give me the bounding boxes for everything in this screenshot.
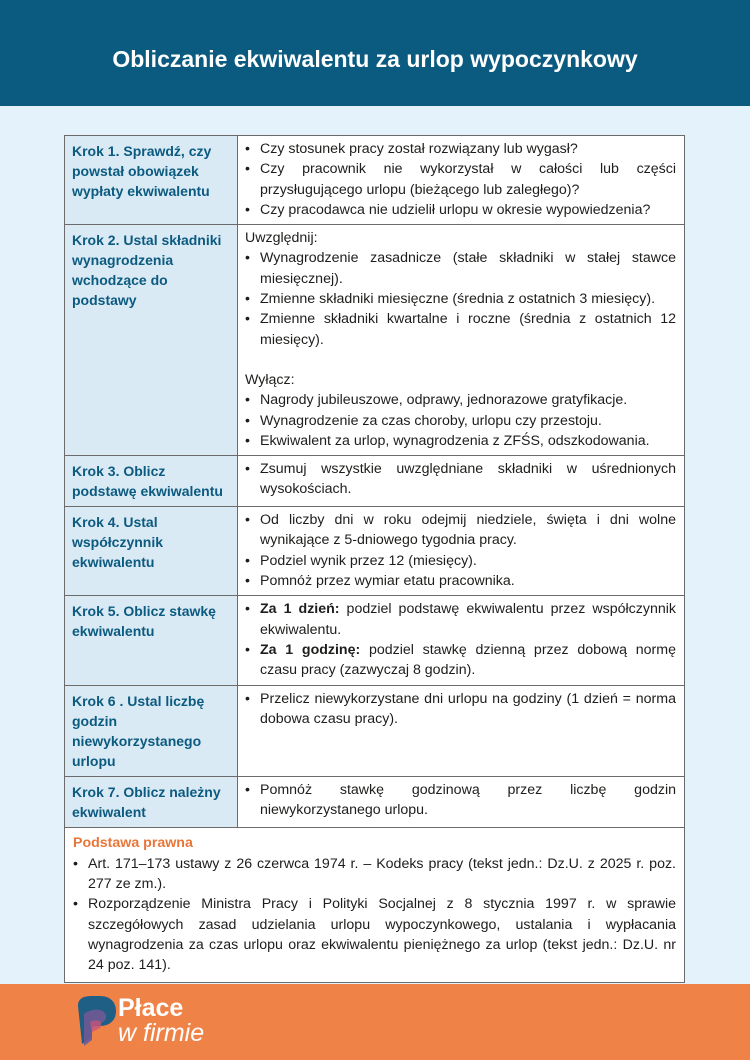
step-bullet: • Zsumuj wszystkie uwzględniane składniki w uśrednionych wysokościach. bbox=[245, 459, 676, 500]
step-label: Krok 6 . Ustal liczbę godzin niewykorzystanego urlopu bbox=[65, 685, 238, 776]
step-bullet: • Wynagrodzenie zasadnicze (stałe składniki w stałej stawce miesięcznej). bbox=[245, 248, 676, 289]
step-bullet: • Zmienne składniki miesięczne (średnia z ostatnich 3 miesięcy). bbox=[245, 289, 676, 309]
step-bullet: • Nagrody jubileuszowe, odprawy, jednorazowe gratyfikacje. bbox=[245, 390, 676, 410]
step-row bbox=[65, 776, 684, 827]
spacer bbox=[245, 350, 676, 370]
steps-table-box bbox=[64, 135, 685, 983]
logo-line1: Płace bbox=[118, 994, 184, 1022]
step-bullet-bold: Za 1 godzinę: bbox=[260, 641, 361, 658]
page-title: Obliczanie ekwiwalentu za urlop wypoczynkowy bbox=[112, 46, 638, 72]
step-content bbox=[238, 136, 685, 225]
legal-basis-item: • Art. 171–173 ustawy z 26 czerwca 1974 r. – Kodeks pracy (tekst jedn.: Dz.U. z 2025 r. poz. 277 ze zm.). bbox=[73, 854, 676, 895]
step-label: Krok 1. Sprawdź, czy powstał obowiązek wypłaty ekwiwalentu bbox=[65, 136, 238, 225]
legal-basis-title: Podstawa prawna bbox=[73, 834, 193, 851]
step-content bbox=[238, 685, 685, 776]
steps-table bbox=[65, 136, 684, 828]
step-row bbox=[65, 596, 684, 685]
step-bullet: • Pomnóż stawkę godzinową przez liczbę godzin niewykorzystanego urlopu. bbox=[245, 780, 676, 821]
legal-basis-section bbox=[65, 828, 684, 982]
step-content bbox=[238, 225, 685, 456]
step-label: Krok 2. Ustal składniki wynagrodzenia wchodzące do podstawy bbox=[65, 225, 238, 456]
page-header bbox=[0, 0, 750, 106]
step-bullet: • Przelicz niewykorzystane dni urlopu na godziny (1 dzień = norma dobowa czasu pracy). bbox=[245, 689, 676, 730]
step-bullet bbox=[245, 599, 676, 640]
step-label: Krok 3. Oblicz podstawę ekwiwalentu bbox=[65, 456, 238, 507]
step-bullet: • Ekwiwalent za urlop, wynagrodzenia z ZFŚS, odszkodowania. bbox=[245, 431, 676, 451]
step-bullet-bold: Za 1 dzień: bbox=[260, 601, 340, 618]
steps-table-body bbox=[65, 136, 684, 827]
logo-line2: w firmie bbox=[118, 1019, 205, 1047]
step-label: Krok 7. Oblicz należny ekwiwalent bbox=[65, 776, 238, 827]
step-label: Krok 4. Ustal współczynnik ekwiwalentu bbox=[65, 507, 238, 596]
step-bullet: • Czy pracownik nie wykorzystał w całości lub części przysługującego urlopu (bieżącego lub zaległego)? bbox=[245, 159, 676, 200]
step-text: Wyłącz: bbox=[245, 371, 295, 388]
step-row bbox=[65, 225, 684, 456]
step-row bbox=[65, 136, 684, 225]
step-bullet: • Zmienne składniki kwartalne i roczne (średnia z ostatnich 12 miesięcy). bbox=[245, 309, 676, 350]
step-row bbox=[65, 685, 684, 776]
step-bullet-text: podziel podstawę ekwiwalentu przez współczynnik ekwiwalentu. bbox=[260, 601, 676, 638]
step-content bbox=[238, 456, 685, 507]
step-bullet: • Od liczby dni w roku odejmij niedziele, święta i dni wolne wynikające z 5-dniowego tygodnia pracy. bbox=[245, 510, 676, 551]
step-row bbox=[65, 507, 684, 596]
step-row bbox=[65, 456, 684, 507]
step-bullet: • Podziel wynik przez 12 (miesięcy). bbox=[245, 551, 676, 571]
step-content bbox=[238, 507, 685, 596]
step-content bbox=[238, 776, 685, 827]
step-bullet: • Czy stosunek pracy został rozwiązany lub wygasł? bbox=[245, 139, 676, 159]
step-text: Uwzględnij: bbox=[245, 230, 318, 247]
step-bullet: • Pomnóż przez wymiar etatu pracownika. bbox=[245, 571, 676, 591]
legal-basis-item: • Rozporządzenie Ministra Pracy i Polityki Socjalnej z 8 stycznia 1997 r. w sprawie szczegółowych zasad udzielania urlopu wypoczynkowego, ustalania i wypłacania wynagrodzenia za czas urlopu oraz ekwiwalentu pieniężnego za urlop (tekst jedn.: Dz.U. nr 24 poz. 141). bbox=[73, 894, 676, 975]
step-label: Krok 5. Oblicz stawkę ekwiwalentu bbox=[65, 596, 238, 685]
step-bullet: • Wynagrodzenie za czas choroby, urlopu czy przestoju. bbox=[245, 411, 676, 431]
step-bullet bbox=[245, 640, 676, 681]
step-bullet-text: podziel stawkę dzienną przez dobową normę czasu pracy (zazwyczaj 8 godzin). bbox=[260, 641, 676, 679]
step-bullet: • Czy pracodawca nie udzielił urlopu w okresie wypowiedzenia? bbox=[245, 200, 676, 220]
step-content bbox=[238, 596, 685, 685]
